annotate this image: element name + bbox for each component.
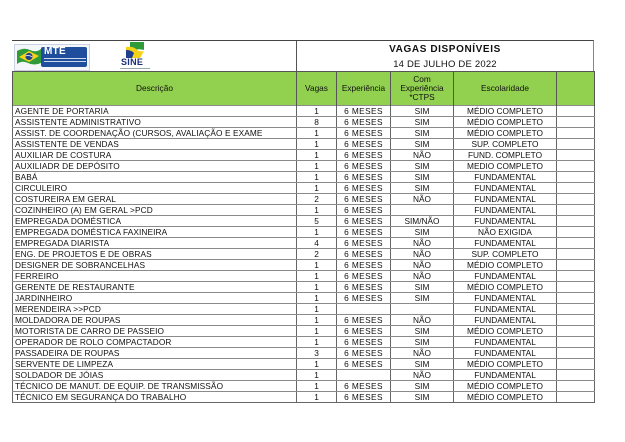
cell-vagas: 1 bbox=[297, 381, 337, 392]
cell-experiencia: 6 MESES bbox=[337, 183, 391, 194]
cell-escolaridade: MÉDIO COMPLETO bbox=[454, 282, 557, 293]
cell-com-experiencia-ctps: SIM bbox=[391, 227, 454, 238]
table-row bbox=[13, 139, 595, 150]
cell-blank bbox=[557, 139, 595, 150]
cell-descricao: TÉCNICO DE MANUT. DE EQUIP. DE TRANSMISSÃO bbox=[13, 381, 297, 392]
cell-blank bbox=[557, 205, 595, 216]
cell-com-experiencia-ctps: NÃO bbox=[391, 348, 454, 359]
cell-escolaridade: MÉDIO COMPLETO bbox=[454, 117, 557, 128]
cell-com-experiencia-ctps: SIM bbox=[391, 381, 454, 392]
cell-com-experiencia-ctps: SIM bbox=[391, 326, 454, 337]
table-row bbox=[13, 128, 595, 139]
brazil-flag-icon bbox=[16, 47, 42, 66]
cell-experiencia: 6 MESES bbox=[337, 128, 391, 139]
cell-blank bbox=[557, 293, 595, 304]
cell-com-experiencia-ctps: SIM bbox=[391, 172, 454, 183]
cell-descricao: COSTUREIRA EM GERAL bbox=[13, 194, 297, 205]
cell-blank bbox=[557, 216, 595, 227]
cell-experiencia: 6 MESES bbox=[337, 359, 391, 370]
cell-descricao: SERVENTE DE LIMPEZA bbox=[13, 359, 297, 370]
cell-descricao: JARDINHEIRO bbox=[13, 293, 297, 304]
cell-vagas: 1 bbox=[297, 326, 337, 337]
mte-logo-subtitle bbox=[44, 58, 86, 64]
cell-com-experiencia-ctps: SIM bbox=[391, 183, 454, 194]
table-header-row bbox=[13, 72, 595, 106]
cell-vagas: 1 bbox=[297, 370, 337, 381]
cell-descricao: MOLDADORA DE ROUPAS bbox=[13, 315, 297, 326]
cell-vagas: 1 bbox=[297, 150, 337, 161]
table-row bbox=[13, 106, 595, 117]
table-body bbox=[13, 106, 595, 403]
cell-experiencia: 6 MESES bbox=[337, 106, 391, 117]
cell-vagas: 3 bbox=[297, 348, 337, 359]
cell-descricao: AUXILIADR DE DEPÓSITO bbox=[13, 161, 297, 172]
cell-com-experiencia-ctps: NÃO bbox=[391, 370, 454, 381]
vacancies-table bbox=[12, 71, 595, 403]
cell-blank bbox=[557, 381, 595, 392]
sine-mark-icon bbox=[126, 42, 144, 58]
cell-experiencia: 6 MESES bbox=[337, 315, 391, 326]
cell-com-experiencia-ctps: SIM bbox=[391, 337, 454, 348]
cell-blank bbox=[557, 348, 595, 359]
table-row bbox=[13, 337, 595, 348]
cell-experiencia: 6 MESES bbox=[337, 161, 391, 172]
cell-descricao: ASSIST. DE COORDENAÇÃO (CURSOS, AVALIAÇÃO E EXAME bbox=[13, 128, 297, 139]
cell-blank bbox=[557, 326, 595, 337]
cell-vagas: 1 bbox=[297, 172, 337, 183]
column-header-descricao: Descrição bbox=[13, 72, 297, 106]
cell-blank bbox=[557, 183, 595, 194]
cell-descricao: DESIGNER DE SOBRANCELHAS bbox=[13, 260, 297, 271]
cell-experiencia: 6 MESES bbox=[337, 216, 391, 227]
cell-experiencia: 6 MESES bbox=[337, 139, 391, 150]
cell-escolaridade: FUNDAMENTAL bbox=[454, 172, 557, 183]
cell-descricao: BABÁ bbox=[13, 172, 297, 183]
cell-escolaridade: FUND. COMPLETO bbox=[454, 150, 557, 161]
cell-escolaridade: MÉDIO COMPLETO bbox=[454, 106, 557, 117]
sheet-header bbox=[12, 40, 594, 71]
table-row bbox=[13, 249, 595, 260]
column-header-com-experiencia-ctps bbox=[391, 72, 454, 106]
cell-escolaridade: NÃO EXIGIDA bbox=[454, 227, 557, 238]
cell-com-experiencia-ctps bbox=[391, 205, 454, 216]
cell-escolaridade: FUNDAMENTAL bbox=[454, 183, 557, 194]
cell-vagas: 2 bbox=[297, 194, 337, 205]
cell-vagas: 1 bbox=[297, 260, 337, 271]
cell-experiencia: 6 MESES bbox=[337, 381, 391, 392]
cell-escolaridade: SUP. COMPLETO bbox=[454, 249, 557, 260]
cell-com-experiencia-ctps: NÃO bbox=[391, 194, 454, 205]
cell-descricao: AUXILIAR DE COSTURA bbox=[13, 150, 297, 161]
cell-escolaridade: FUNDAMENTAL bbox=[454, 293, 557, 304]
cell-vagas: 1 bbox=[297, 337, 337, 348]
mte-logo-text: MTE bbox=[44, 46, 67, 57]
cell-experiencia: 6 MESES bbox=[337, 392, 391, 403]
column-header-experiencia: Experiência bbox=[337, 72, 391, 106]
cell-vagas: 5 bbox=[297, 216, 337, 227]
table-row bbox=[13, 381, 595, 392]
cell-descricao: ASSISTENTE ADMINISTRATIVO bbox=[13, 117, 297, 128]
cell-blank bbox=[557, 194, 595, 205]
cell-com-experiencia-ctps: SIM bbox=[391, 392, 454, 403]
cell-experiencia: 6 MESES bbox=[337, 348, 391, 359]
cell-experiencia: 6 MESES bbox=[337, 227, 391, 238]
mte-logo bbox=[14, 44, 90, 71]
cell-experiencia: 6 MESES bbox=[337, 326, 391, 337]
table-row bbox=[13, 304, 595, 315]
page-title: VAGAS DISPONÍVEIS bbox=[389, 44, 501, 55]
cell-escolaridade: MÉDIO COMPLETO bbox=[454, 359, 557, 370]
cell-blank bbox=[557, 161, 595, 172]
cell-descricao: EMPREGADA DIARISTA bbox=[13, 238, 297, 249]
cell-blank bbox=[557, 128, 595, 139]
cell-descricao: GERENTE DE RESTAURANTE bbox=[13, 282, 297, 293]
cell-experiencia: 6 MESES bbox=[337, 205, 391, 216]
cell-escolaridade: FUNDAMENTAL bbox=[454, 194, 557, 205]
cell-experiencia: 6 MESES bbox=[337, 150, 391, 161]
cell-descricao: MOTORISTA DE CARRO DE PASSEIO bbox=[13, 326, 297, 337]
job-vacancies-sheet bbox=[12, 40, 594, 403]
cell-blank bbox=[557, 370, 595, 381]
cell-blank bbox=[557, 260, 595, 271]
table-row bbox=[13, 326, 595, 337]
cell-escolaridade: FUNDAMENTAL bbox=[454, 370, 557, 381]
cell-experiencia: 6 MESES bbox=[337, 172, 391, 183]
cell-blank bbox=[557, 106, 595, 117]
cell-vagas: 1 bbox=[297, 271, 337, 282]
table-row bbox=[13, 205, 595, 216]
cell-vagas: 1 bbox=[297, 161, 337, 172]
cell-com-experiencia-ctps: NÃO bbox=[391, 271, 454, 282]
cell-escolaridade: MÉDIO COMPLETO bbox=[454, 392, 557, 403]
cell-com-experiencia-ctps: SIM bbox=[391, 293, 454, 304]
cell-com-experiencia-ctps: SIM bbox=[391, 359, 454, 370]
logo-area bbox=[12, 41, 297, 71]
cell-blank bbox=[557, 315, 595, 326]
table-row bbox=[13, 392, 595, 403]
table-row bbox=[13, 359, 595, 370]
cell-escolaridade: MÉDIO COMPLETO bbox=[454, 326, 557, 337]
cell-blank bbox=[557, 172, 595, 183]
cell-experiencia: 6 MESES bbox=[337, 271, 391, 282]
cell-escolaridade: FUNDAMENTAL bbox=[454, 315, 557, 326]
cell-escolaridade: FUNDAMENTAL bbox=[454, 205, 557, 216]
cell-blank bbox=[557, 238, 595, 249]
cell-experiencia bbox=[337, 304, 391, 315]
sine-underline bbox=[120, 68, 150, 69]
cell-vagas: 1 bbox=[297, 359, 337, 370]
cell-experiencia: 6 MESES bbox=[337, 238, 391, 249]
cell-experiencia: 6 MESES bbox=[337, 194, 391, 205]
title-cell bbox=[296, 41, 594, 71]
cell-descricao: SOLDADOR DE JÓIAS bbox=[13, 370, 297, 381]
cell-descricao: ASSISTENTE DE VENDAS bbox=[13, 139, 297, 150]
cell-escolaridade: FUNDAMENTAL bbox=[454, 337, 557, 348]
cell-vagas: 8 bbox=[297, 117, 337, 128]
table-row bbox=[13, 172, 595, 183]
table-row bbox=[13, 238, 595, 249]
cell-blank bbox=[557, 304, 595, 315]
cell-vagas: 1 bbox=[297, 128, 337, 139]
column-header-ctps-label: Com Experiência *CTPS bbox=[400, 74, 444, 102]
cell-descricao: EMPREGADA DOMÉSTICA bbox=[13, 216, 297, 227]
page-date: 14 DE JULHO DE 2022 bbox=[393, 59, 497, 70]
cell-vagas: 1 bbox=[297, 392, 337, 403]
cell-escolaridade: MÉDIO COMPLETO bbox=[454, 128, 557, 139]
cell-vagas: 2 bbox=[297, 249, 337, 260]
cell-vagas: 1 bbox=[297, 282, 337, 293]
cell-blank bbox=[557, 392, 595, 403]
cell-descricao: TÉCNICO EM SEGURANÇA DO TRABALHO bbox=[13, 392, 297, 403]
cell-vagas: 1 bbox=[297, 106, 337, 117]
cell-blank bbox=[557, 150, 595, 161]
cell-com-experiencia-ctps: SIM bbox=[391, 139, 454, 150]
cell-vagas: 1 bbox=[297, 183, 337, 194]
cell-descricao: PASSADEIRA DE ROUPAS bbox=[13, 348, 297, 359]
table-row bbox=[13, 271, 595, 282]
cell-com-experiencia-ctps: SIM bbox=[391, 117, 454, 128]
column-header-vagas: Vagas bbox=[297, 72, 337, 106]
cell-blank bbox=[557, 337, 595, 348]
cell-escolaridade: MÉDIO COMPLETO bbox=[454, 260, 557, 271]
cell-com-experiencia-ctps: NÃO bbox=[391, 260, 454, 271]
cell-descricao: FERREIRO bbox=[13, 271, 297, 282]
cell-experiencia: 6 MESES bbox=[337, 117, 391, 128]
cell-experiencia: 6 MESES bbox=[337, 260, 391, 271]
table-row bbox=[13, 216, 595, 227]
cell-blank bbox=[557, 282, 595, 293]
table-row bbox=[13, 161, 595, 172]
cell-escolaridade: FUNDAMENTAL bbox=[454, 271, 557, 282]
cell-descricao: CIRCULEIRO bbox=[13, 183, 297, 194]
cell-descricao: EMPREGADA DOMÉSTICA FAXINEIRA bbox=[13, 227, 297, 238]
cell-com-experiencia-ctps: NÃO bbox=[391, 150, 454, 161]
cell-vagas: 1 bbox=[297, 205, 337, 216]
cell-vagas: 1 bbox=[297, 304, 337, 315]
cell-com-experiencia-ctps: NÃO bbox=[391, 249, 454, 260]
cell-descricao: ENG. DE PROJETOS E DE OBRAS bbox=[13, 249, 297, 260]
cell-com-experiencia-ctps bbox=[391, 304, 454, 315]
cell-experiencia: 6 MESES bbox=[337, 282, 391, 293]
cell-vagas: 1 bbox=[297, 227, 337, 238]
cell-com-experiencia-ctps: SIM bbox=[391, 161, 454, 172]
column-header-blank bbox=[557, 72, 595, 106]
cell-vagas: 1 bbox=[297, 293, 337, 304]
cell-com-experiencia-ctps: SIM bbox=[391, 128, 454, 139]
sine-logo bbox=[118, 41, 152, 71]
cell-com-experiencia-ctps: SIM bbox=[391, 106, 454, 117]
cell-escolaridade: FUNDAMENTAL bbox=[454, 238, 557, 249]
cell-escolaridade: MÉDIO COMPLETO bbox=[454, 381, 557, 392]
cell-escolaridade: FUNDAMENTAL bbox=[454, 304, 557, 315]
table-row bbox=[13, 150, 595, 161]
cell-experiencia: 6 MESES bbox=[337, 337, 391, 348]
cell-vagas: 1 bbox=[297, 315, 337, 326]
cell-com-experiencia-ctps: SIM/NÃO bbox=[391, 216, 454, 227]
table-row bbox=[13, 315, 595, 326]
cell-com-experiencia-ctps: SIM bbox=[391, 282, 454, 293]
table-row bbox=[13, 370, 595, 381]
table-row bbox=[13, 183, 595, 194]
cell-escolaridade: FUNDAMENTAL bbox=[454, 348, 557, 359]
sine-logo-text: SINE bbox=[121, 57, 144, 67]
table-row bbox=[13, 260, 595, 271]
cell-escolaridade: SUP. COMPLETO bbox=[454, 139, 557, 150]
table-row bbox=[13, 227, 595, 238]
cell-descricao: COZINHEIRO (A) EM GERAL >PCD bbox=[13, 205, 297, 216]
cell-escolaridade: FUNDAMENTAL bbox=[454, 216, 557, 227]
cell-experiencia bbox=[337, 370, 391, 381]
cell-blank bbox=[557, 117, 595, 128]
cell-blank bbox=[557, 227, 595, 238]
cell-com-experiencia-ctps: NÃO bbox=[391, 315, 454, 326]
table-row bbox=[13, 117, 595, 128]
cell-com-experiencia-ctps: NÃO bbox=[391, 238, 454, 249]
column-header-escolaridade: Escolaridade bbox=[454, 72, 557, 106]
table-row bbox=[13, 293, 595, 304]
cell-blank bbox=[557, 249, 595, 260]
cell-descricao: AGENTE DE PORTARIA bbox=[13, 106, 297, 117]
table-row bbox=[13, 282, 595, 293]
cell-blank bbox=[557, 359, 595, 370]
cell-experiencia: 6 MESES bbox=[337, 249, 391, 260]
cell-blank bbox=[557, 271, 595, 282]
cell-experiencia: 6 MESES bbox=[337, 293, 391, 304]
cell-vagas: 4 bbox=[297, 238, 337, 249]
cell-descricao: MERENDEIRA >>PCD bbox=[13, 304, 297, 315]
cell-vagas: 1 bbox=[297, 139, 337, 150]
cell-escolaridade: MEDIO COMPLETO bbox=[454, 161, 557, 172]
cell-descricao: OPERADOR DE ROLO COMPACTADOR bbox=[13, 337, 297, 348]
table-row bbox=[13, 194, 595, 205]
table-row bbox=[13, 348, 595, 359]
